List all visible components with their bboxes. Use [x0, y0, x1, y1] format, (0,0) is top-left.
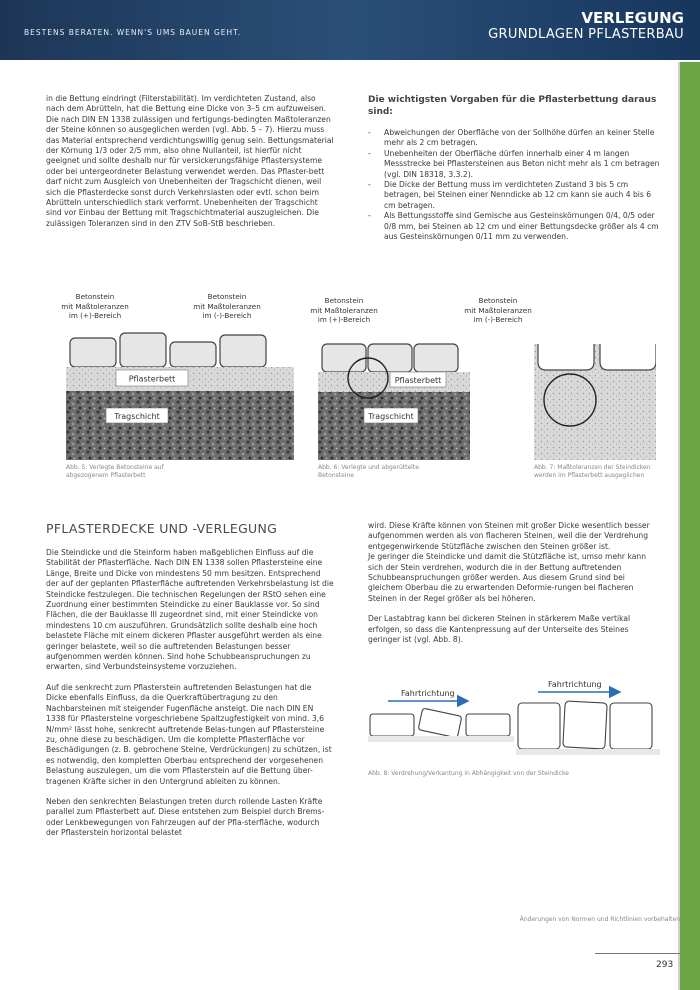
list-item: - Abweichungen der Oberfläche von der Sollhöhe dürfen an keiner Stelle mehr als 2 cm betragen.: [368, 128, 660, 149]
stone: [120, 333, 166, 367]
stone: [70, 338, 116, 367]
svg-text:Tragschicht: Tragschicht: [368, 412, 414, 421]
list-item: - Die Dicke der Bettung muss im verdichteten Zustand 3 bis 5 cm betragen, bei Steinen einer Nenndicke ab 12 cm kann sie auch 4 bis 6 cm betragen.: [368, 180, 660, 211]
list-item: - Unebenheiten der Oberfläche dürfen innerhalb einer 4 m langen Messstrecke bei Pflastersteinen aus Beton nicht mehr als 1 cm betragen (vgl. DIN 18318, 3.3.2).: [368, 149, 660, 180]
base-layer: [66, 391, 294, 460]
footer-note: Änderungen von Normen und Richtlinien vorbehalten: [519, 916, 680, 923]
section-paragraph: Auf die senkrecht zum Pflasterstein auftretenden Belastungen hat die Dicke ebenfalls Einfluss, da die Querkraftübertragung zu den Nachbarsteinen mit steigender Fugenfläche ansteigt. Die nach DIN EN 1338 für Pflastersteine vorgeschriebene Spaltzugfestigkeit von mind. 3,6 N/mm² lässt hohe, senkrecht auftretende Belas-tungen auf Pflastersteine zu, ohne diese zu beschädigen. Um die komplette Pflasterfläche vor Beschädigungen (z. B. gebrochene Steine, Verdrückungen) zu schützen, ist es notwendig, den kompletten Oberbau entsprechend der vorgesehenen Belastung auszulegen, um die vom Pflasterstein auf die Bettung über-tragenen Kräfte sicher in den Untergrund ableiten zu können.: [46, 682, 332, 786]
fig6-label-plus: Betonstein mit Maßtoleranzen im (+)-Bereich: [310, 296, 378, 324]
figure-7-diagram: [534, 344, 656, 460]
fig5-label-minus: Betonstein mit Maßtoleranzen im (-)-Bereich: [193, 292, 261, 320]
fig5-label-plus: Betonstein mit Maßtoleranzen im (+)-Bereich: [61, 292, 129, 320]
section-left-column: [46, 548, 334, 849]
abb8-caption: Abb. 8: Verdrehung/Verkantung in Abhängigkeit von der Steindicke: [368, 770, 569, 777]
vorgaben-column: [368, 94, 660, 242]
fahrtrichtung-label-left: Fahrtrichtung: [401, 689, 455, 698]
abb5-caption: Abb. 5: Verlegte Betonsteine auf abgezogenem Pflasterbett: [66, 464, 164, 479]
fig6-label-minus: Betonstein mit Maßtoleranzen im (-)-Bereich: [464, 296, 532, 324]
list-item: - Als Bettungsstoffe sind Gemische aus Gesteinskörnungen 0/4, 0/5 oder 0/8 mm, bei Steinen ab 12 cm und einer Bettungsdecke größer als 4 cm aus Gesteinskörnungen 0/11 mm zu verwenden.: [368, 211, 660, 242]
svg-text:Pflasterbett: Pflasterbett: [394, 376, 442, 385]
page-number-rule: [595, 953, 680, 954]
section-paragraph: Die Steindicke und die Steinform haben maßgeblichen Einfluss auf die Stabilität der Pflasterfläche. Nach DIN EN 1338 sollen Pflastersteine eine Länge, Breite und Dicke von mindestens 50 mm besitzen. Entsprechend der auf der geplanten Pflasterfläche auftretenden Verkehrsbelastung ist die Steindicke festzulegen. Die technischen Regelungen der RStO sehen eine Zuordnung einer bestimmten Steindicke zu einer Bauklasse vor. So sind Flächen, die der Bauklasse III zugeordnet sind, mit einer Steindicke von mindestens 10 cm auszuführen. Grundsätzlich sollte deshalb eine hoch belastete Fläche mit einem dickeren Pflaster ausgeführt werden als eine geringer belastete, weil so die auftretenden Belastungen besser aufgenommen werden können. Sind hohe Schubbeanspruchungen zu erwarten, sind Verbundsteinsysteme vorzuziehen.: [46, 548, 334, 672]
page-number: 293: [656, 960, 674, 970]
header-subtitle: GRUNDLAGEN PFLASTERBAU: [488, 27, 684, 42]
section-paragraph: Neben den senkrechten Belastungen treten durch rollende Lasten Kräfte parallel zum Pflasterbett auf. Diese entstehen zum Beispiel durch Brems- oder Lenkbewegungen von Fahrzeugen auf der Pfla-sterfläche, wodurch der Pflasterstein horizontal belastet: [46, 796, 325, 838]
side-accent-bar: [680, 62, 700, 990]
abb7-caption: Abb. 7: Maßtoleranzen der Steindicken werden im Pflasterbett ausgeglichen: [534, 464, 651, 479]
intro-paragraph: in die Bettung eindringt (Filterstabilität). Im verdichteten Zustand, also nach dem Abrütteln, hat die Bettung eine Dicke von 3–5 cm aufzuweisen. Die nach DIN EN 1338 zulässigen und fertigungs-bedingten Maßtoleranzen der Steine können so ausgeglichen werden (vgl. Abb. 5 – 7). Hierzu muss das Material entsprechend verdichtungswillig genug sein. Bettungsmaterial der Körnung 1/3 oder 2/5 mm, also ohne Nullanteil, ist hierfür nicht geeignet und sollte deshalb nur für versickerungsfähige Pflastersysteme oder bei untergeordneter Belastung verwendet werden. Das Pflaster-bett darf nicht zum Ausgleich von Unebenheiten der Tragschicht dienen, weil sich die Pflasterdecke sonst durch Verkehrslasten oder evtl. schon beim Abrütteln unterschiedlich stark verformt. Unebenheiten der Tragschicht sind vor Einbau der Bettung mit Tragschichtmaterial auszugleichen. Die zulässigen Toleranzen sind in den ZTV SoB-StB beschrieben.: [46, 94, 334, 228]
stone: [170, 342, 216, 367]
intro-column: [46, 94, 334, 239]
header-slogan: BESTENS BERATEN. WENN'S UMS BAUEN GEHT.: [24, 28, 242, 37]
fahrtrichtung-label-right: Fahrtrichtung: [548, 680, 602, 689]
abb6-caption: Abb. 6: Verlegte und abgerüttelte Betonsteine: [318, 464, 419, 479]
stone: [220, 335, 266, 367]
section-paragraph: Der Lastabtrag kann bei dickeren Steinen in stärkerem Maße vertikal erfolgen, so dass die Kantenpressung auf der Unterseite des Steines geringer ist (vgl. Abb. 8).: [368, 614, 631, 645]
section-title: PFLASTERDECKE UND -VERLEGUNG: [46, 521, 278, 536]
header-title: VERLEGUNG: [581, 9, 684, 27]
vorgaben-list: [368, 128, 660, 242]
section-right-column: [368, 521, 660, 655]
figure-8-diagram: [368, 676, 660, 760]
section-paragraph: wird. Diese Kräfte können von Steinen mit großer Dicke wesentlich besser aufgenommen werden als von flacheren Steinen, weil die der Verdrehung entgegenwirkende Stützfläche zwischen den Steinen größer ist.: [368, 521, 650, 551]
tragschicht-label: Tragschicht: [114, 412, 160, 421]
section-paragraph: Je geringer die Steindicke und damit die Stützfläche ist, umso mehr kann sich der Stein verdrehen, wodurch die in der Bettung auftretenden Schubbeanspruchungen größer werden. Aus diesem Grund sind bei gleichem Oberbau die zu erwartenden Deformie-rungen bei flacheren Steinen in der Regel größer als bei höheren.: [368, 552, 647, 603]
pflasterbett-label: Pflasterbett: [128, 374, 176, 384]
vorgaben-heading: Die wichtigsten Vorgaben für die Pflasterbettung daraus sind:: [368, 95, 657, 117]
page-header: [0, 0, 700, 60]
figure-5-diagram: [66, 330, 294, 460]
figure-6-diagram: [318, 330, 470, 460]
